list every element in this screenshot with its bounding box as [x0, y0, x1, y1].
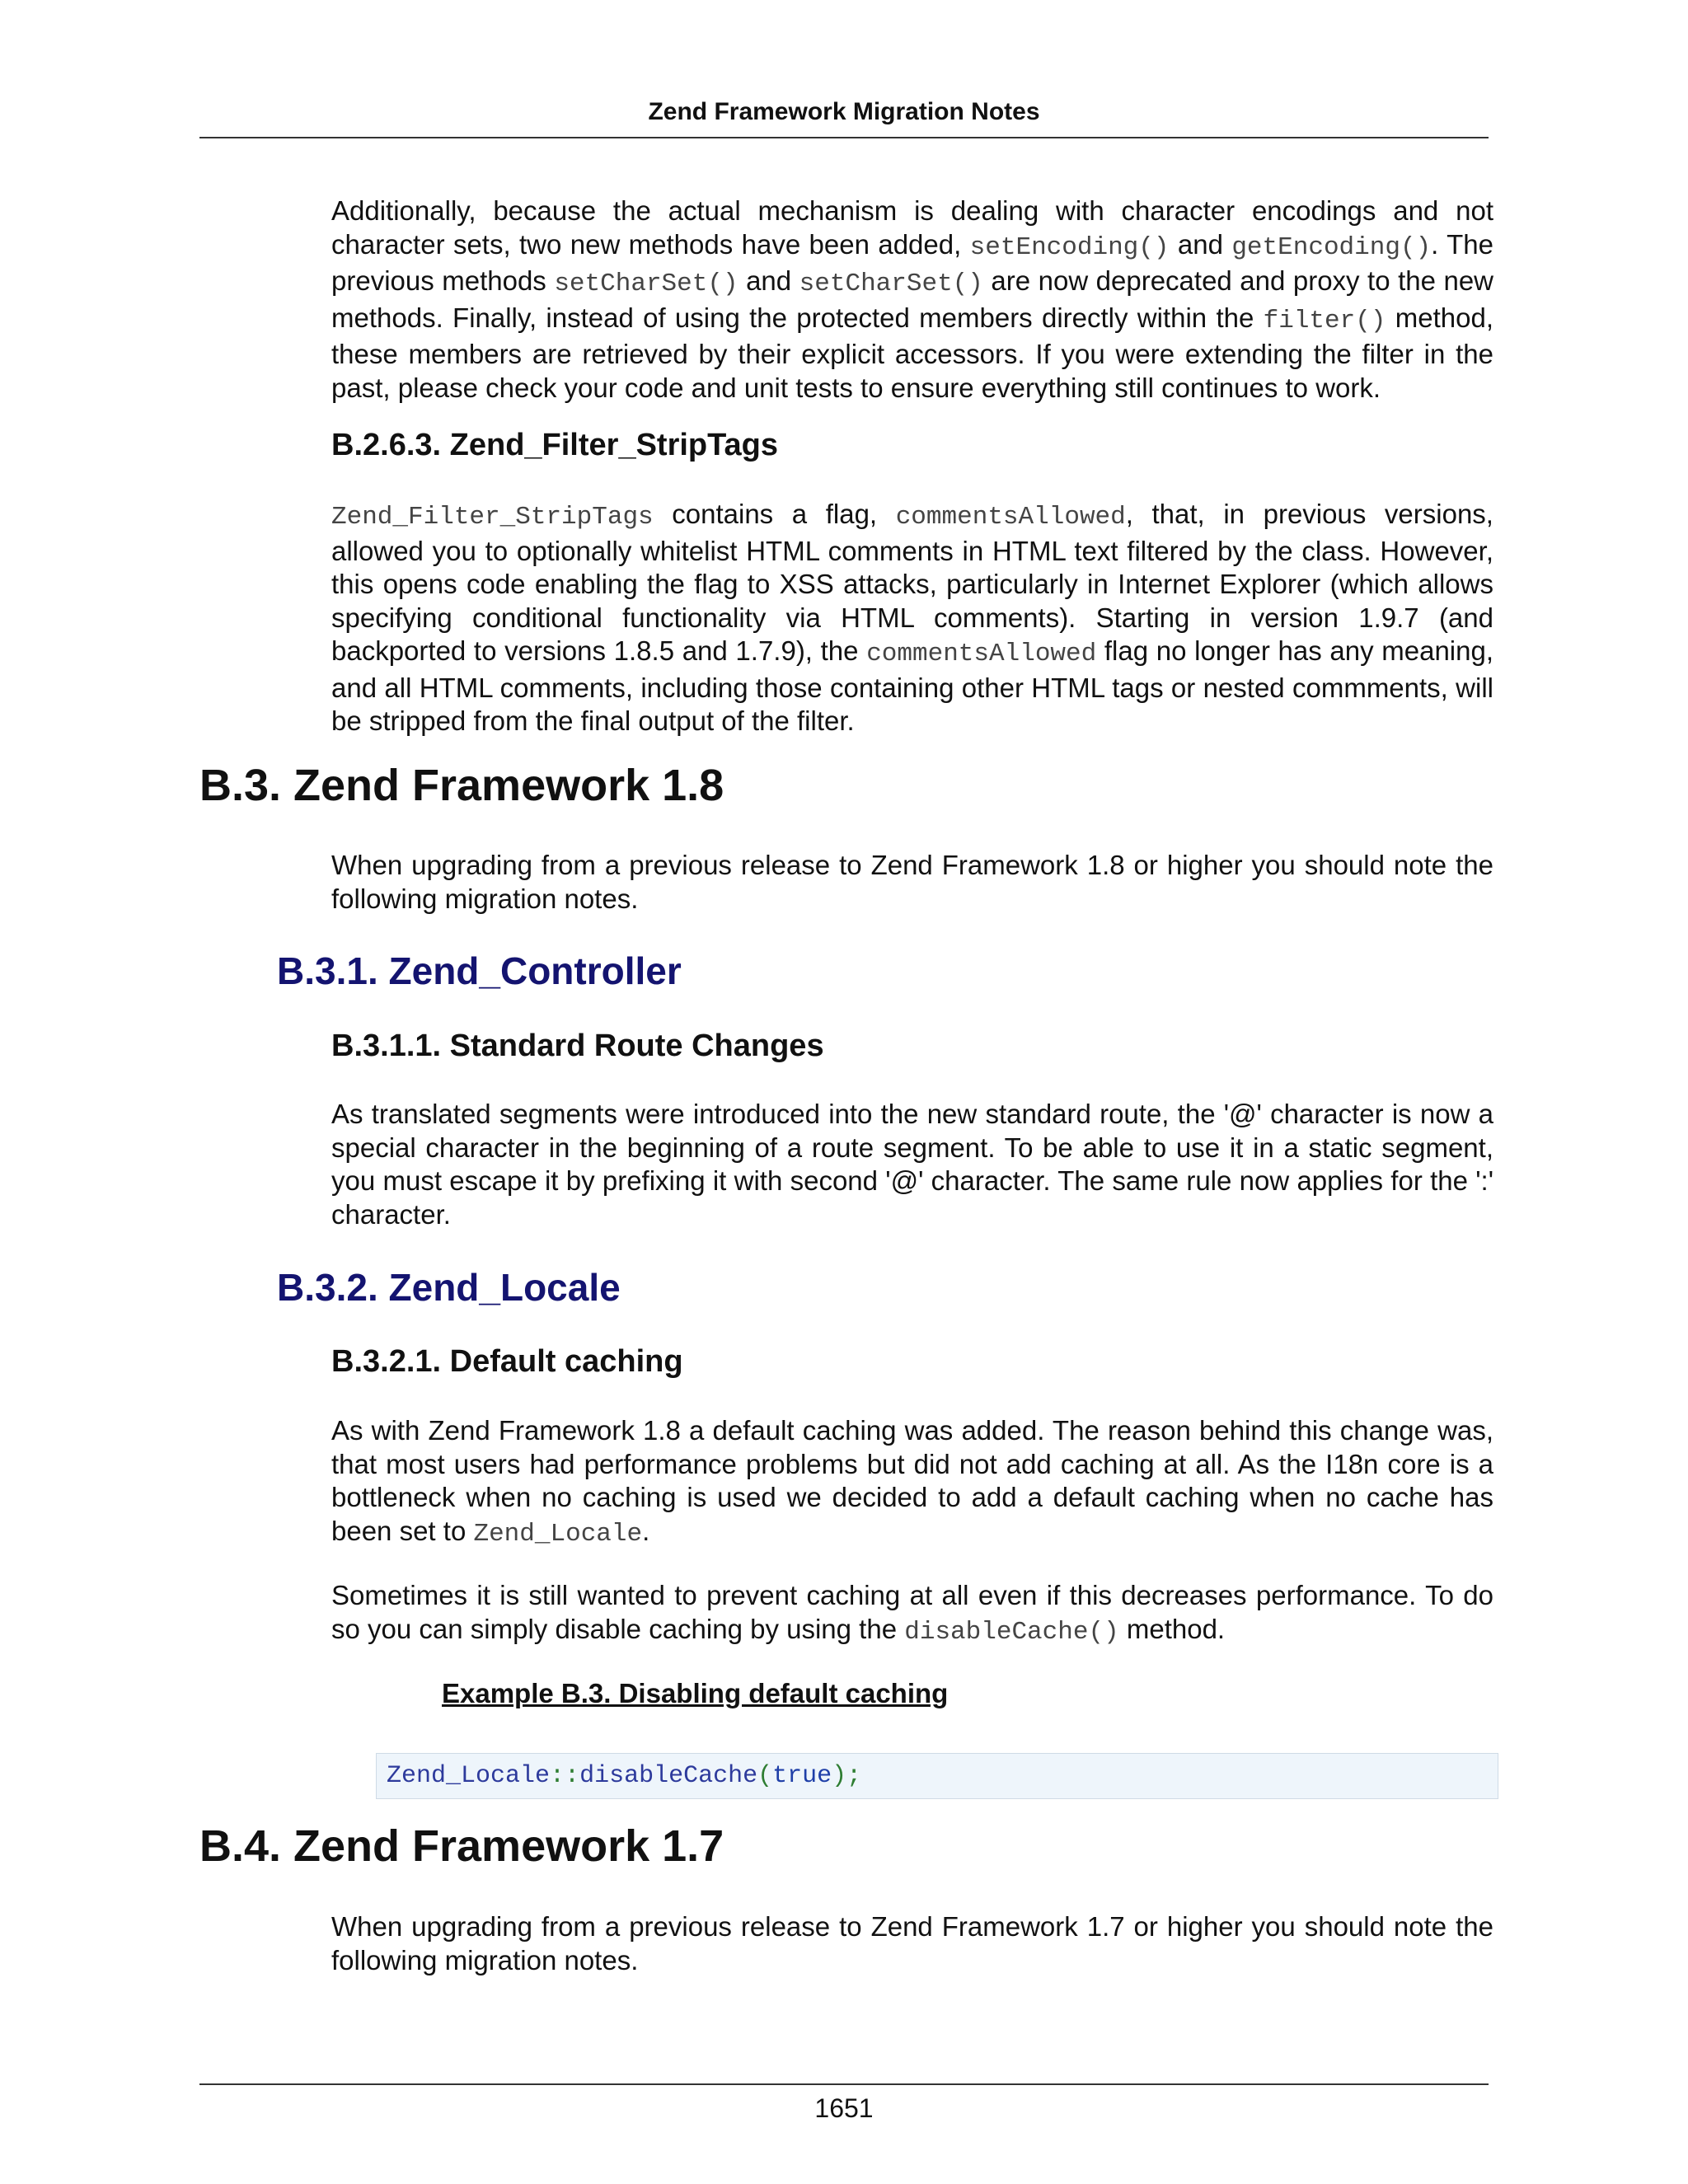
code-token-keyword: true	[772, 1762, 832, 1790]
example-title: Example B.3. Disabling default caching	[442, 1678, 949, 1708]
code-setcharset: setCharSet()	[799, 269, 983, 298]
code-token-class: Zend_Locale	[387, 1762, 551, 1790]
code-disablecache: disableCache()	[904, 1617, 1119, 1647]
heading-b263: B.2.6.3. Zend_Filter_StripTags	[331, 428, 779, 462]
paragraph-route-changes: As translated segments were introduced into the new standard route, the '@' character is now a special character in the beginning of a route segment. To be able to use it in a static segment, you must escape it by prefixing it with second '@' character. The same rule now applies for the ':' character.	[331, 1099, 1493, 1230]
text: . The previous methods	[331, 228, 1493, 296]
page-number: 1651	[814, 2093, 874, 2123]
text: method, these members are retrieved by their explicit accessors. If you were extending the filter in the past, please check your code and unit tests to ensure everything still continues to work.	[331, 302, 1493, 403]
text: and	[1169, 228, 1232, 260]
page-footer	[199, 2083, 1489, 2125]
paragraph-striptags	[331, 498, 1493, 738]
text: method.	[1118, 1613, 1226, 1644]
heading-b321: B.3.2.1. Default caching	[331, 1344, 683, 1379]
text: contains a flag,	[653, 499, 896, 529]
text: .	[642, 1515, 650, 1546]
code-listing	[376, 1753, 1498, 1799]
code-token-close: );	[832, 1762, 862, 1790]
text: Sometimes it is still wanted to prevent caching at all even if this decreases performance. To do so you can simply disable caching by using the	[331, 1580, 1493, 1644]
code-token-paren: (	[757, 1762, 773, 1790]
heading-b31: B.3.1. Zend_Controller	[277, 949, 682, 992]
code-setencoding: setEncoding()	[969, 232, 1170, 262]
code-token-function: disableCache	[579, 1762, 758, 1790]
paragraph-zf18-intro: When upgrading from a previous release to Zend Framework 1.8 or higher you should note the following migration notes.	[331, 850, 1493, 914]
heading-b4: B.4. Zend Framework 1.7	[199, 1821, 724, 1871]
text: are now deprecated and proxy to the new methods. Finally, instead of using the protected members directly within the	[331, 265, 1494, 333]
paragraph-default-caching	[331, 1414, 1493, 1551]
heading-b311: B.3.1.1. Standard Route Changes	[331, 1029, 824, 1063]
text: flag no longer has any meaning, and all HTML comments, including those containing other HTML tags or nested commments, will be stripped from the final output of the filter.	[331, 635, 1493, 736]
paragraph-zf17-intro: When upgrading from a previous release to Zend Framework 1.7 or higher you should note the following migration notes.	[331, 1911, 1493, 1975]
text: and	[738, 265, 799, 296]
code-zend-locale: Zend_Locale	[473, 1519, 643, 1549]
code-getencoding: getEncoding()	[1231, 232, 1432, 262]
text: Additionally, because the actual mechanism is dealing with character encodings and not character sets, two new methods have been added,	[331, 195, 1493, 260]
code-filter: filter()	[1263, 306, 1386, 335]
running-header-title: Zend Framework Migration Notes	[648, 98, 1040, 125]
code-commentsallowed: commentsAllowed	[866, 640, 1097, 668]
code-setcharset: setCharSet()	[554, 269, 738, 298]
heading-b32: B.3.2. Zend_Locale	[277, 1266, 621, 1309]
paragraph-encoding-methods	[331, 194, 1493, 405]
code-commentsallowed: commentsAllowed	[895, 503, 1126, 532]
code-zend-filter-striptags: Zend_Filter_StripTags	[331, 503, 654, 532]
text: , that, in previous versions, allowed you to optionally whitelist HTML comments in HTML text filtered by the class. However, this opens code enabling the flag to XSS attacks, particularly in Internet Explorer (which allows specifying conditional functionality via HTML comments). Starting in version 1.9.7 (and backported to versions 1.8.5 and 1.7.9), the	[331, 499, 1493, 666]
text: As with Zend Framework 1.8 a default caching was added. The reason behind this change was, that most users had performance problems but did not add caching at all. As the I18n core is a bottleneck when no caching is used we decided to add a default caching when no cache has been set to	[331, 1415, 1493, 1546]
code-token-operator: ::	[550, 1762, 580, 1790]
running-header	[199, 96, 1489, 138]
paragraph-disable-cache	[331, 1579, 1493, 1649]
heading-b3: B.3. Zend Framework 1.8	[199, 761, 724, 810]
